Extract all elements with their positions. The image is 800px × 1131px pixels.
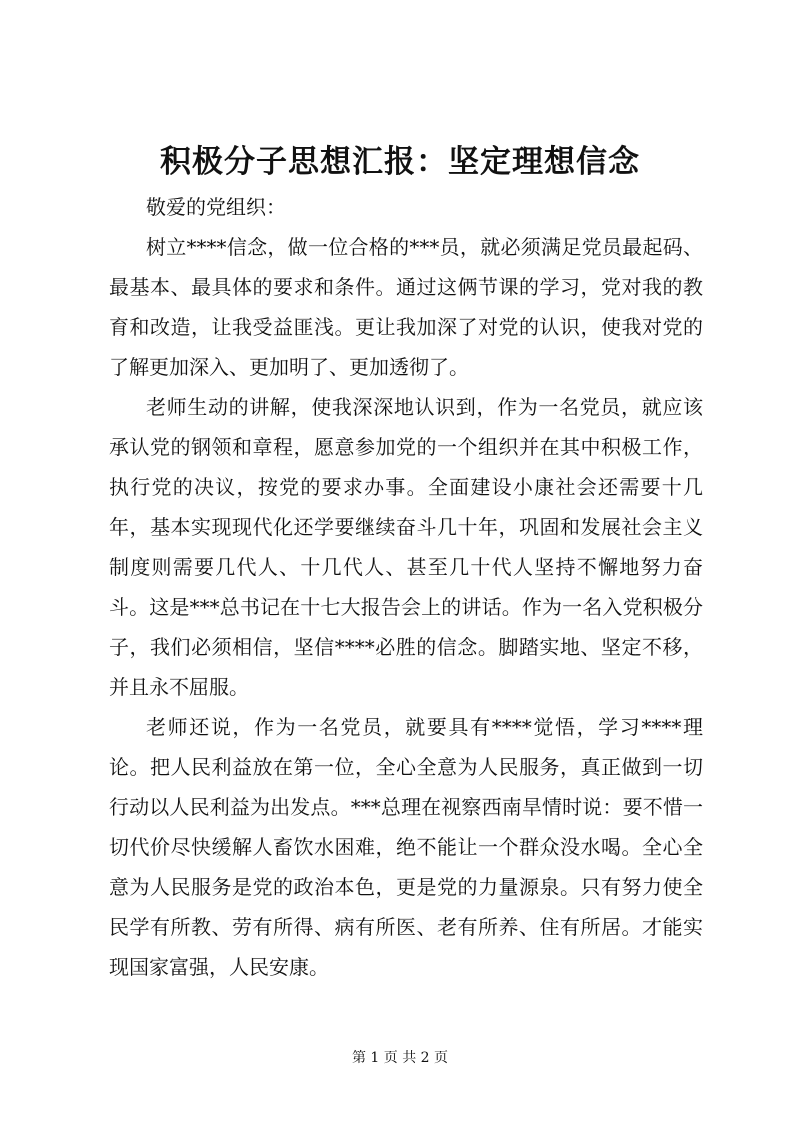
salutation: 敬爱的党组织： bbox=[146, 195, 286, 219]
paragraph-1: 树立****信念，做一位合格的***员，就必须满足党员最起码、最基本、最具体的要求和条件。通过这俩节课的学习，党对我的教育和改造，让我受益匪浅。更让我加深了对党的认识，使我对党的了解更加深入、更加明了、更加透彻了。 bbox=[109, 235, 703, 379]
paragraph-2: 老师生动的讲解，使我深深地认识到，作为一名党员，就应该承认党的钢领和章程，愿意参加党的一个组织并在其中积极工作，执行党的决议，按党的要求办事。全面建设小康社会还需要十几年，基本实现现代化还学要继续奋斗几十年，巩固和发展社会主义制度则需要几代人、十几代人、甚至几十代人坚持不懈地努力奋斗。这是***总书记在十七大报告会上的讲话。作为一名入党积极分子，我们必须相信，坚信****必胜的信念。脚踏实地、坚定不移，并且永不屈服。 bbox=[109, 395, 703, 699]
document-title: 积极分子思想汇报：坚定理想信念 bbox=[160, 144, 640, 180]
paragraph-3: 老师还说，作为一名党员，就要具有****觉悟，学习****理论。把人民利益放在第一位，全心全意为人民服务，真正做到一切行动以人民利益为出发点。***总理在视察西南旱情时说：要不惜一切代价尽快缓解人畜饮水困难，绝不能让一个群众没水喝。全心全意为人民服务是党的政治本色，更是党的力量源泉。只有努力使全民学有所教、劳有所得、病有所医、老有所养、住有所居。才能实现国家富强，人民安康。 bbox=[109, 715, 703, 979]
page-number-footer: 第 1 页 共 2 页 bbox=[351, 1050, 449, 1066]
document-body bbox=[109, 187, 703, 987]
